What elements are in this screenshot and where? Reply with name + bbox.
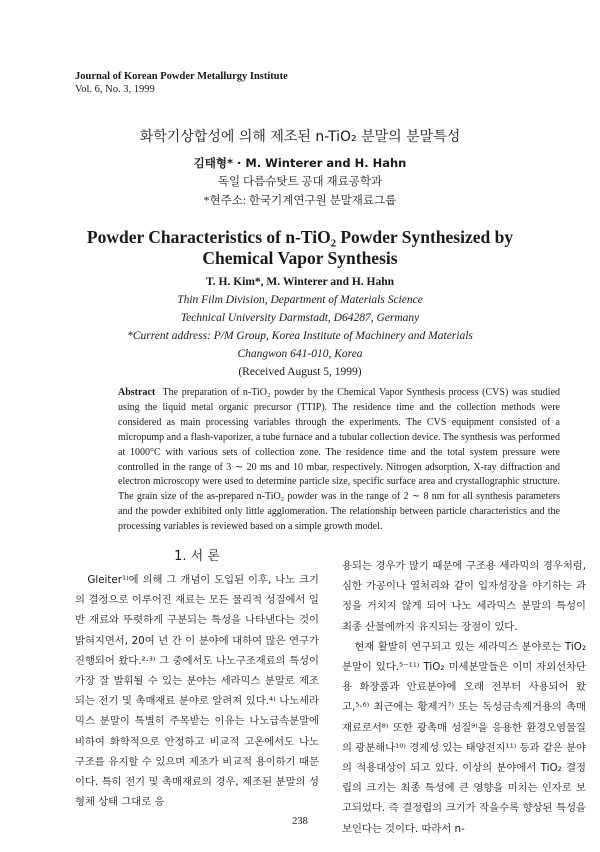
intro-paragraph-1: Gleiter¹⁾에 의해 그 개념이 도입된 이후, 나노 크기의 결정으로 이루어진 재료는 모든 물리적 성질에서 일반 재료와 뚜렷하게 구분되는 특성을 나타낸다는 것이 밝혀지면서, 20여 년 간 이 분야에 대하여 많은 연구가 진행되어 왔다.²·³⁾ 그 중에서도 나노구조재료의 특성이 가장 잘 발휘될 수 있는 분야는 세라믹스 분말로 제조되는 전기 및 촉매재료 분야로 알려져 있다.⁴⁾ 나노세라믹스 분말이 특별히 주목받는 이유는 나노급속분말에 비하여 화학적으로 안정하고 비교적 고온에서도 나노구조를 유지할 수 있으며 제조가 비교적 용이하기 때문이다. 특히 전기 및 촉매재료의 경우, 제조된 분말의 성형체 상태 그대로 응 xyxy=(75,574,319,809)
journal-volume: Vol. 6, No. 3, 1999 xyxy=(75,84,155,95)
section-heading: 1. 서 론 xyxy=(174,549,220,564)
right-column xyxy=(342,556,586,839)
korean-authors xyxy=(0,154,600,211)
page-number: 238 xyxy=(292,816,308,827)
abstract-text: The preparation of n-TiO₂ powder by the Chemical Vapor Synthesis process (CVS) was studied using the liquid metal organic precursor (TTIP). The residence time and the collection methods were considered as main processing variables through the experiments. The CVS equipment consisted of a micropump and a flash-vaporizer, a tube furnace and a tubular collection device. The synthesis was performed at 1000°C with various sets of collection zone. The residence time and the total system pressure were controlled in the range of 3 ∼ 20 ms and 10 mbar, respectively. Nitrogen adsorption, X-ray diffraction and electron microscopy were used to determine particle size, specific surface area and crystallographic structure. The grain size of the as-prepared n-TiO₂ powder was in the range of 2 ∼ 8 nm for all synthesis parameters and the powder exhibited only little agglomeration. The relationship between particle characteristics and the processing variables is reviewed based on a simple growth model. xyxy=(118,387,561,533)
journal-name: Journal of Korean Powder Metallurgy Institute xyxy=(75,71,288,82)
korean-current-address: *현주소: 한국기계연구원 분말재료그룹 xyxy=(203,195,397,207)
english-current-address: *Current address: P/M Group, Korea Institute of Machinery and Materials xyxy=(127,330,473,342)
english-author-names: T. H. Kim*, M. Winterer and H. Hahn xyxy=(205,276,395,288)
korean-affiliation: 독일 다름슈탓트 공대 재료공학과 xyxy=(217,176,383,188)
english-division: Thin Film Division, Department of Materials Science xyxy=(177,294,423,306)
english-title-line1: Powder Characteristics of n-TiO₂ Powder Synthesized by xyxy=(86,227,514,247)
english-title-line2: Chemical Vapor Synthesis xyxy=(202,248,398,268)
intro-paragraph-2: 용되는 경우가 많기 때문에 구조용 세라믹의 경우처럼, 심한 가공이나 열처리와 같이 입자성장을 야기하는 과정을 거치지 않게 되어 나노 세라믹스 분말의 특성이 최종 산물에까지 유지되는 장점이 있다. xyxy=(342,560,586,633)
english-university: Technical University Darmstadt, D64287, Germany xyxy=(180,312,420,324)
english-authors xyxy=(0,273,600,381)
received-date: (Received August 5, 1999) xyxy=(238,366,362,378)
english-title xyxy=(0,227,600,269)
korean-title: 화학기상합성에 의해 제조된 n-TiO₂ 분말의 분말특성 xyxy=(139,129,461,145)
journal-header xyxy=(75,70,288,96)
abstract xyxy=(118,386,560,535)
intro-paragraph-3: 현재 활발히 연구되고 있는 세라믹스 분야로는 TiO₂ 분말이 있다.⁵⁻¹¹⁾ TiO₂ 미세분말들은 이미 자외선차단용 화장품과 안료분야에 오래 전부터 사용되어 왔고,⁵·⁶⁾ 최근에는 황제거⁷⁾ 또는 독성금속제거용의 촉매재료로서⁸⁾ 또한 광촉매 성질⁹⁾을 응용한 환경오염물질의 광분해나¹⁰⁾ 경제성 있는 태양전지¹¹⁾ 등과 같은 분야의 적용대상이 되고 있다. 이상의 분야에서 TiO₂ 결정립의 크기는 최종 특성에 큰 영향을 미치는 인자로 보고되었다. 즉 결정립의 크기가 작을수록 향상된 특성을 보인다는 것이다. 따라서 n- xyxy=(342,640,586,835)
left-column xyxy=(75,545,319,812)
english-current-city: Changwon 641-010, Korea xyxy=(237,348,363,360)
korean-author-names: 김태형* · M. Winterer and H. Hahn xyxy=(193,156,407,170)
abstract-label: Abstract xyxy=(118,387,156,398)
